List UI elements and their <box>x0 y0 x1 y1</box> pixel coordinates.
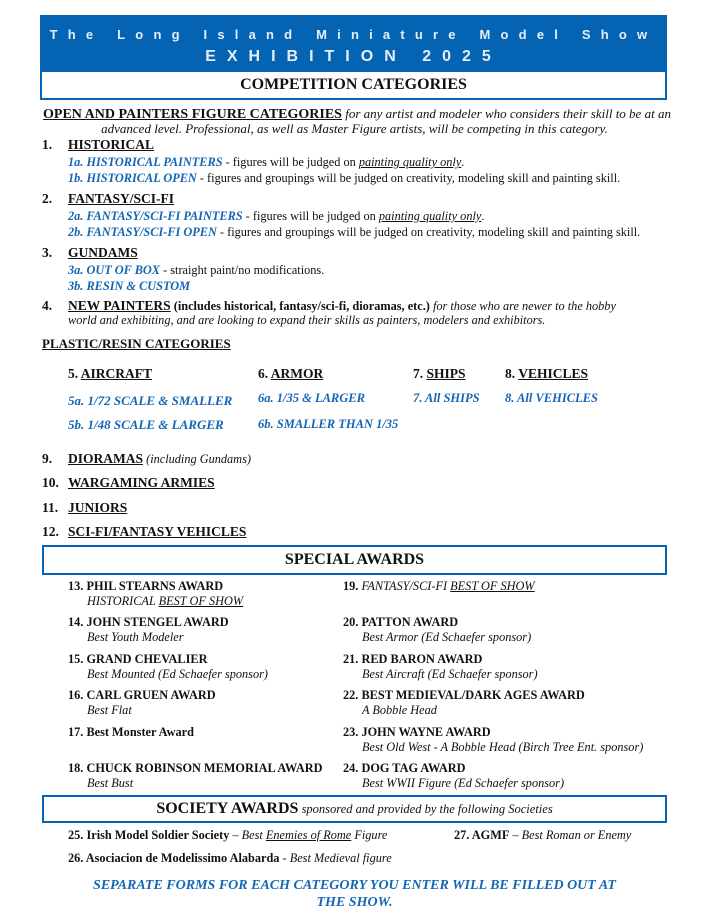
category-number: 12. <box>42 524 59 539</box>
award-14: 14. JOHN STENGEL AWARD Best Youth Modeler <box>68 615 229 644</box>
award-24: 24. DOG TAG AWARD Best WWII Figure (Ed Schaefer sponsor) <box>343 761 565 790</box>
category-wargaming-armies: WARGAMING ARMIES <box>68 475 215 490</box>
page-title: COMPETITION CATEGORIES <box>40 71 667 100</box>
category-number: 9. <box>42 451 53 466</box>
subcategory-2b: 2b. FANTASY/SCI-FI OPEN - figures and groupings will be judged on creativity, modeling skill and painting skill. <box>68 225 641 239</box>
award-15: 15. GRAND CHEVALIER Best Mounted (Ed Schaefer sponsor) <box>68 652 269 681</box>
award-21: 21. RED BARON AWARD Best Aircraft (Ed Schaefer sponsor) <box>343 652 538 681</box>
category-scifi-fantasy-vehicles: SCI-FI/FANTASY VEHICLES <box>68 524 247 539</box>
award-20: 20. PATTON AWARD Best Armor (Ed Schaefer sponsor) <box>343 615 532 644</box>
award-22: 22. BEST MEDIEVAL/DARK AGES AWARD A Bobble Head <box>343 688 585 717</box>
intro-text-2: advanced level. Professional, as well as Master Figure artists, will be competing in this category. <box>101 121 608 136</box>
special-awards-heading: SPECIAL AWARDS <box>42 545 667 575</box>
category-historical: HISTORICAL <box>68 137 155 152</box>
intro-text-1: for any artist and modeler who considers their skill to be at an <box>341 106 671 121</box>
category-new-painters: NEW PAINTERS (includes historical, fantasy/sci-fi, dioramas, etc.) for those who are newer to the hobby <box>68 298 616 313</box>
header-banner <box>40 15 667 71</box>
category-number: 10. <box>42 475 59 490</box>
footer-note-line-1: SEPARATE FORMS FOR EACH CATEGORY YOU ENTER WILL BE FILLED OUT AT <box>93 878 616 893</box>
category-vehicles: 8. VEHICLES <box>505 366 589 381</box>
category-number: 4. <box>42 298 53 313</box>
show-name: The Long Island Miniature Model Show <box>49 27 658 42</box>
intro-line-1 <box>43 106 671 122</box>
award-19: 19. FANTASY/SCI-FI BEST OF SHOW <box>343 579 535 593</box>
society-award-26: 26. Asociacion de Modelissimo Alabarda - Best Medieval figure <box>68 851 392 865</box>
subcategory-2a: 2a. FANTASY/SCI-FI PAINTERS - figures will be judged on painting quality only. <box>68 209 485 223</box>
category-ships: 7. SHIPS <box>413 366 466 381</box>
category-gundams: GUNDAMS <box>68 245 138 260</box>
intro-heading: OPEN AND PAINTERS FIGURE CATEGORIES <box>43 107 342 122</box>
award-18: 18. CHUCK ROBINSON MEMORIAL AWARD Best Bust <box>68 761 323 790</box>
subcategory-8: 8. All VEHICLES <box>505 391 598 405</box>
subcategory-3b: 3b. RESIN & CUSTOM <box>68 279 191 293</box>
footer-note-line-2: THE SHOW. <box>316 895 393 910</box>
new-painters-desc: world and exhibiting, and are looking to expand their skills as painters, modelers and exhibitors. <box>68 313 546 327</box>
category-fantasy-scifi: FANTASY/SCI-FI <box>68 191 175 206</box>
category-number: 3. <box>42 245 53 260</box>
exhibition-title: EXHIBITION 2025 <box>205 48 502 65</box>
award-16: 16. CARL GRUEN AWARD Best Flat <box>68 688 216 717</box>
subcategory-6a: 6a. 1/35 & LARGER <box>258 391 365 405</box>
category-number: 1. <box>42 137 53 152</box>
society-awards-heading: SOCIETY AWARDS sponsored and provided by the following Societies <box>42 795 667 823</box>
category-dioramas: DIORAMAS (including Gundams) <box>68 451 251 466</box>
award-13: 13. PHIL STEARNS AWARD HISTORICAL BEST OF SHOW <box>68 579 244 608</box>
category-aircraft: 5. AIRCRAFT <box>68 366 153 381</box>
subcategory-5a: 5a. 1/72 SCALE & SMALLER <box>68 393 233 408</box>
category-number: 11. <box>42 500 59 515</box>
society-award-25: 25. Irish Model Soldier Society – Best Enemies of Rome Figure <box>68 828 388 842</box>
category-armor: 6. ARMOR <box>258 366 324 381</box>
category-number: 2. <box>42 191 53 206</box>
subcategory-5b: 5b. 1/48 SCALE & LARGER <box>68 417 224 432</box>
subcategory-6b: 6b. SMALLER THAN 1/35 <box>258 417 399 431</box>
plastic-resin-heading: PLASTIC/RESIN CATEGORIES <box>42 336 231 351</box>
subcategory-3a: 3a. OUT OF BOX - straight paint/no modifications. <box>68 263 325 277</box>
award-17: 17. Best Monster Award <box>68 725 194 739</box>
subcategory-1b: 1b. HISTORICAL OPEN - figures and groupings will be judged on creativity, modeling skill and painting skill. <box>68 171 621 185</box>
award-23: 23. JOHN WAYNE AWARD Best Old West - A Bobble Head (Birch Tree Ent. sponsor) <box>343 725 644 754</box>
category-juniors: JUNIORS <box>68 500 128 515</box>
subcategory-7: 7. All SHIPS <box>413 391 480 405</box>
subcategory-1a: 1a. HISTORICAL PAINTERS - figures will be judged on painting quality only. <box>68 155 465 169</box>
society-award-27: 27. AGMF – Best Roman or Enemy <box>454 828 632 842</box>
